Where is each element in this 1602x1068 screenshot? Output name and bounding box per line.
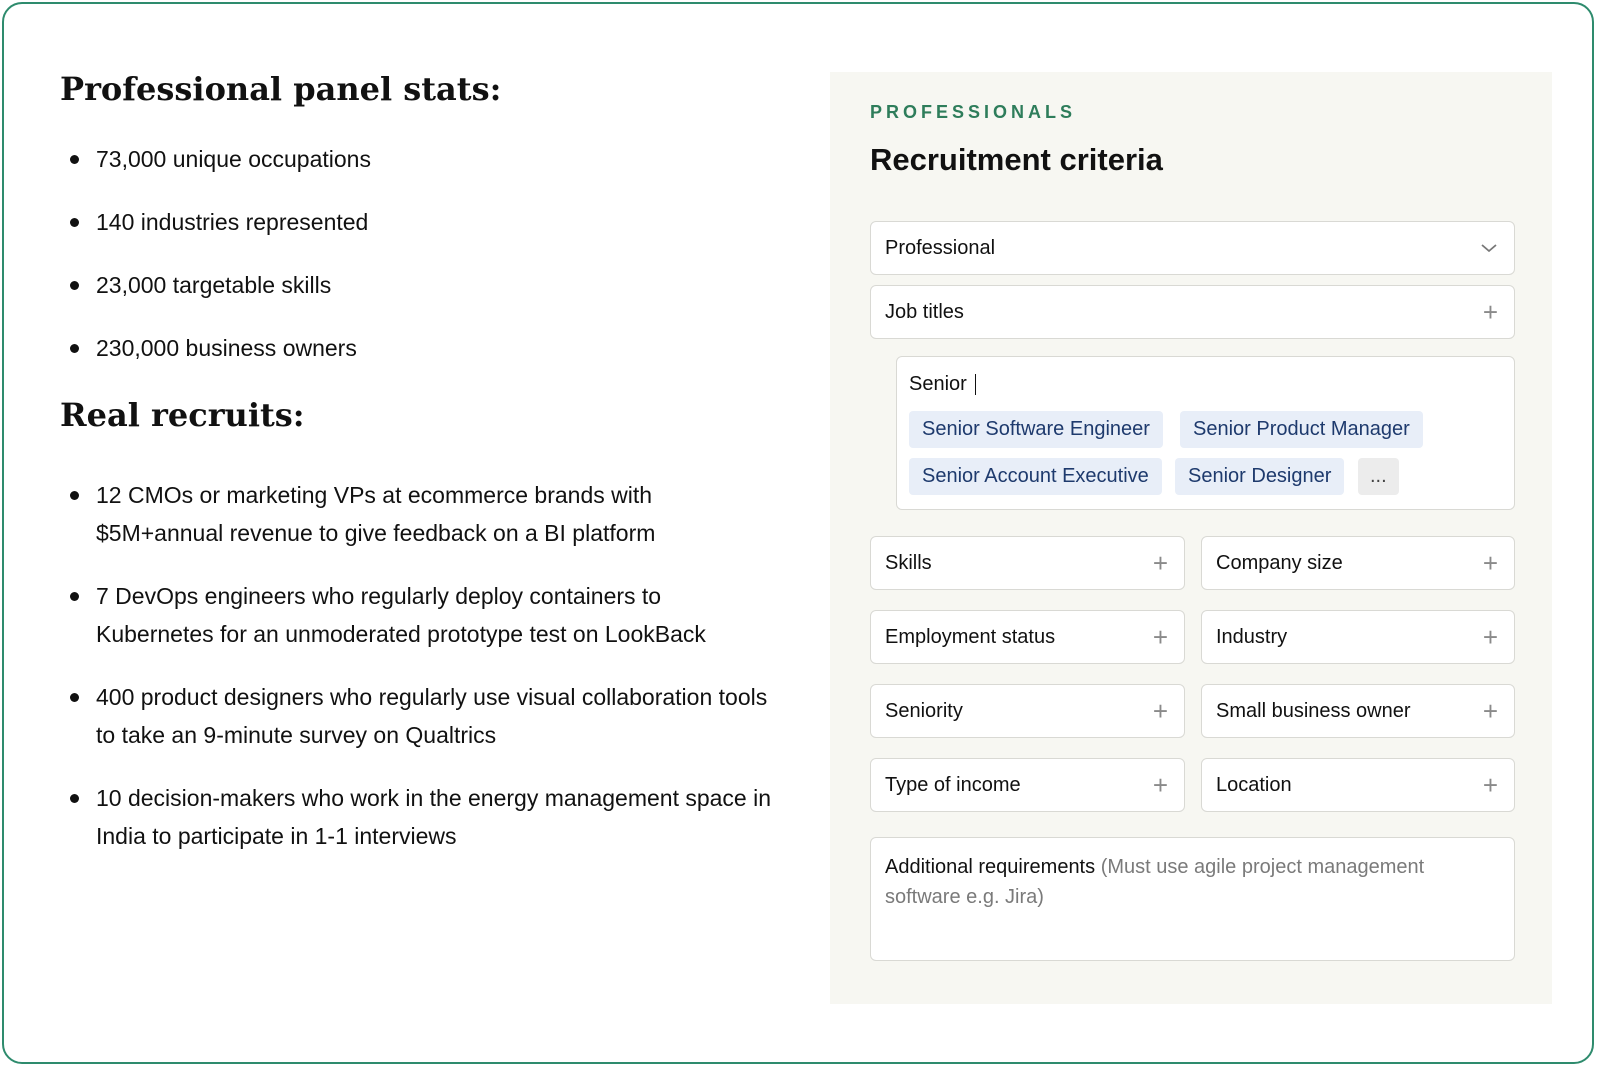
list-item: 230,000 business owners xyxy=(96,329,371,367)
plus-icon[interactable]: + xyxy=(1152,622,1168,652)
plus-icon[interactable]: + xyxy=(1482,770,1498,800)
plus-icon[interactable]: + xyxy=(1152,548,1168,578)
additional-requirements-label: Additional requirements xyxy=(885,856,1096,878)
list-item: 400 product designers who regularly use visual collaboration tools to take an 9-minute survey on Qualtrics xyxy=(96,678,776,754)
plus-icon[interactable]: + xyxy=(1482,548,1498,578)
list-item: 10 decision-makers who work in the energy management space in India to participate in 1-1 interviews xyxy=(96,779,776,855)
criteria-employment-status[interactable] xyxy=(870,610,1185,664)
list-item: 12 CMOs or marketing VPs at ecommerce brands with $5M+annual revenue to give feedback on a BI platform xyxy=(96,476,776,552)
more-suggestions-button[interactable]: ... xyxy=(1358,458,1399,495)
criteria-label: Skills xyxy=(885,551,932,574)
suggestion-tag[interactable]: Senior Account Executive xyxy=(909,458,1162,495)
chevron-down-icon xyxy=(1480,242,1498,254)
panel-eyebrow: PROFESSIONALS xyxy=(870,102,1077,122)
job-titles-label: Job titles xyxy=(885,300,964,323)
criteria-label: Seniority xyxy=(885,699,963,722)
recruits-list xyxy=(96,476,776,880)
suggestion-tag[interactable]: Senior Software Engineer xyxy=(909,411,1163,448)
list-item: 140 industries represented xyxy=(96,203,371,241)
job-titles-field[interactable] xyxy=(870,285,1515,339)
list-item: 7 DevOps engineers who regularly deploy containers to Kubernetes for an unmoderated prototype test on LookBack xyxy=(96,577,776,653)
list-item: 23,000 targetable skills xyxy=(96,266,371,304)
job-titles-search xyxy=(896,356,1515,510)
criteria-label: Employment status xyxy=(885,625,1056,648)
additional-requirements-textarea[interactable] xyxy=(870,837,1515,961)
criteria-type-of-income[interactable] xyxy=(870,758,1185,812)
card-frame xyxy=(2,2,1594,1064)
additional-requirements-placeholder: (Must use agile project management software e.g. Jira) xyxy=(885,856,1425,908)
criteria-location[interactable] xyxy=(1201,758,1515,812)
criteria-label: Industry xyxy=(1216,625,1288,648)
plus-icon[interactable]: + xyxy=(1152,696,1168,726)
criteria-company-size[interactable] xyxy=(1201,536,1515,590)
criteria-label: Type of income xyxy=(885,773,1021,796)
recruitment-criteria-panel xyxy=(830,72,1552,1004)
plus-icon[interactable]: + xyxy=(1482,622,1498,652)
panel-title: Recruitment criteria xyxy=(870,142,1163,177)
suggestion-tag[interactable]: Senior Product Manager xyxy=(1180,411,1423,448)
list-item: 73,000 unique occupations xyxy=(96,140,371,178)
criteria-label: Small business owner xyxy=(1216,699,1411,722)
plus-icon[interactable]: + xyxy=(1482,297,1498,327)
plus-icon[interactable]: + xyxy=(1482,696,1498,726)
criteria-skills[interactable] xyxy=(870,536,1185,590)
job-titles-input[interactable] xyxy=(909,367,1499,401)
suggestion-tag[interactable]: Senior Designer xyxy=(1175,458,1344,495)
criteria-industry[interactable] xyxy=(1201,610,1515,664)
criteria-seniority[interactable] xyxy=(870,684,1185,738)
criteria-small-business-owner[interactable] xyxy=(1201,684,1515,738)
criteria-label: Location xyxy=(1216,773,1292,796)
audience-select[interactable] xyxy=(870,221,1515,275)
criteria-label: Company size xyxy=(1216,551,1343,574)
stats-heading: Professional panel stats: xyxy=(60,70,502,108)
plus-icon[interactable]: + xyxy=(1152,770,1168,800)
stats-list xyxy=(96,140,371,392)
audience-select-value: Professional xyxy=(885,236,996,259)
text-caret xyxy=(975,374,976,395)
recruits-heading: Real recruits: xyxy=(60,396,305,434)
